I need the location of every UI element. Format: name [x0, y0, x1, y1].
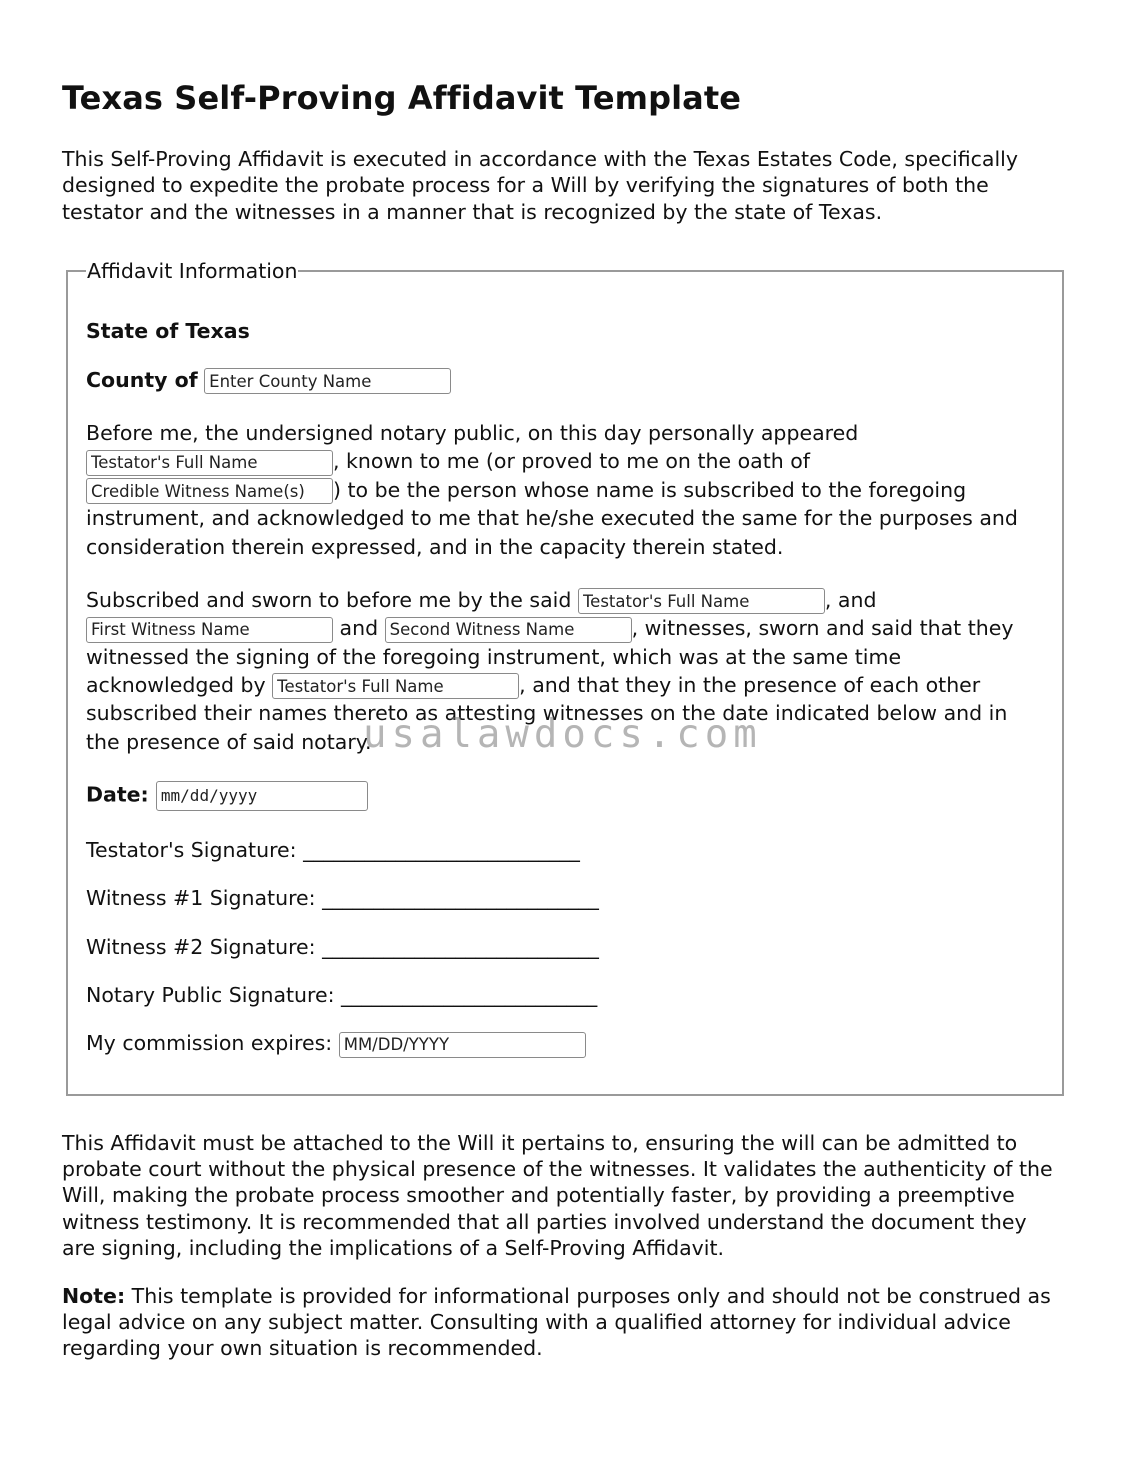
- para2-text-1: Subscribed and sworn to before me by the said: [86, 587, 572, 612]
- para1-text-3: ) to be the person whose name is subscribed to the foregoing instrument, and acknowledged to me that he/she executed the same for the purposes and consideration therein expressed, and in the capacity therein stated.: [86, 477, 1018, 559]
- commission-label: My commission expires:: [86, 1031, 333, 1056]
- affidavit-fieldset: [66, 259, 1064, 1096]
- note-text: This template is provided for informational purposes only and should not be construed as legal advice on any subject matter. Consulting with a qualified attorney for individual advice regarding your own situation is recommended.: [62, 1283, 1051, 1361]
- county-input[interactable]: [204, 368, 451, 394]
- outro-paragraph: This Affidavit must be attached to the Will it pertains to, ensuring the will can be admitted to probate court without the physical presence of the witnesses. It validates the authenticity of the Will, making the probate process smoother and potentially faster, by providing a preemptive witness testimony. It is recommended that all parties involved understand the document they are signing, including the implications of a Self-Proving Affidavit.: [62, 1130, 1053, 1260]
- note-paragraph: [62, 1283, 1066, 1362]
- para2-text-3: and: [339, 616, 379, 641]
- testator-name-input-3[interactable]: [272, 673, 519, 699]
- testator-name-input[interactable]: [86, 450, 333, 476]
- notary-signature-line: Notary Public Signature: _________________________: [86, 983, 598, 1008]
- para1-text-2: , known to me (or proved to me on the oath of: [333, 449, 811, 474]
- first-witness-input[interactable]: [86, 617, 333, 643]
- para2-text-4: , witnesses, sworn and said that they witnessed the signing of the foregoing instrument, which was at the same time acknowledged by: [86, 616, 1014, 697]
- note-label: Note:: [62, 1283, 126, 1308]
- commission-expiry-input[interactable]: [339, 1032, 586, 1058]
- state-heading: State of Texas: [86, 319, 250, 344]
- intro-paragraph: This Self-Proving Affidavit is executed in accordance with the Texas Estates Code, specifically designed to expedite the probate process for a Will by verifying the signatures of both the testator and the witnesses in a manner that is recognized by the state of Texas.: [62, 147, 1018, 224]
- date-label: Date:: [86, 782, 149, 807]
- witness1-signature-line: Witness #1 Signature: ___________________________: [86, 886, 599, 911]
- commission-row: [86, 1030, 1044, 1058]
- county-row: [86, 367, 1044, 395]
- para2-text-5: , and that they in the presence of each other subscribed their names thereto as attesting witnesses on the date indicated below and in the presence of said notary.: [86, 672, 1008, 754]
- page-title: Texas Self-Proving Affidavit Template: [62, 79, 742, 117]
- para2-text-2: , and: [824, 587, 877, 612]
- watermark: usalawdocs.com: [363, 712, 762, 757]
- witness2-signature-line: Witness #2 Signature: ___________________________: [86, 934, 599, 959]
- date-row: [86, 781, 1044, 811]
- credible-witness-input[interactable]: [86, 478, 333, 504]
- date-input[interactable]: [156, 781, 368, 811]
- subscription-paragraph: [86, 586, 1044, 756]
- county-label: County of: [86, 367, 198, 392]
- para1-text-1: Before me, the undersigned notary public, on this day personally appeared: [86, 421, 859, 446]
- second-witness-input[interactable]: [385, 617, 632, 643]
- appearance-paragraph: [86, 419, 1044, 561]
- testator-name-input-2[interactable]: [578, 588, 825, 614]
- document: [62, 78, 1066, 1362]
- testator-signature-line: Testator's Signature: ___________________________: [86, 837, 580, 862]
- fieldset-legend: Affidavit Information: [87, 259, 298, 284]
